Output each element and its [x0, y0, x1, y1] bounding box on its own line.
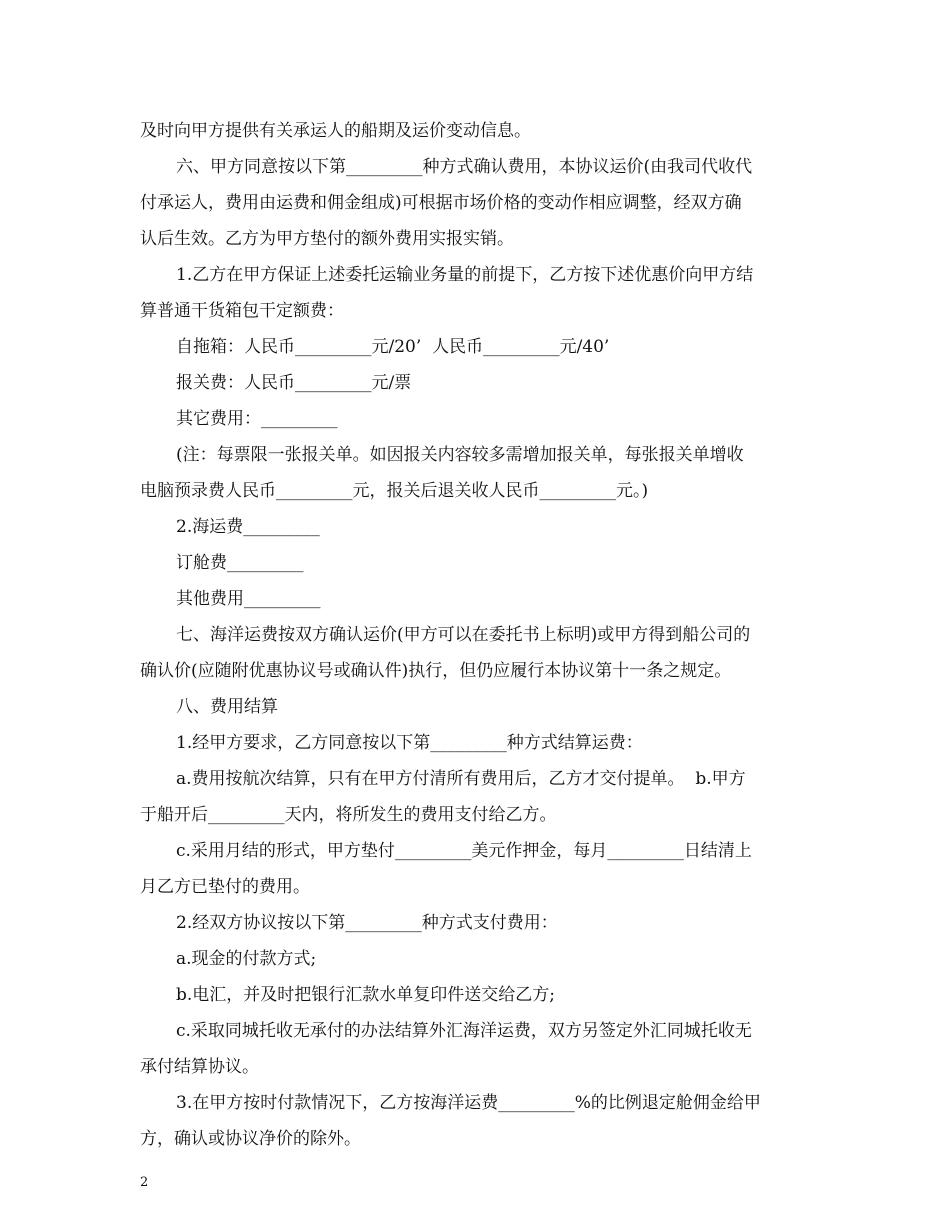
- fee-line: 2.海运费_________: [176, 517, 320, 537]
- clause-seven-line: 七、海洋运费按双方确认运价(甲方可以在委托书上标明)或甲方得到船公司的: [176, 625, 751, 645]
- paragraph-line: 及时向甲方提供有关承运人的船期及运价变动信息。: [140, 121, 531, 141]
- paragraph-line: 确认价(应随附优惠协议号或确认件)执行，但仍应履行本协议第十一条之规定。: [140, 661, 732, 681]
- fee-line: 自拖箱：人民币_________元/20’ 人民币_________元/40’: [176, 337, 610, 357]
- item-line: 1.经甲方要求，乙方同意按以下第_________种方式结算运费：: [176, 733, 643, 753]
- fee-line: 其它费用：_________: [176, 409, 338, 429]
- item-line: 3.在甲方按时付款情况下，乙方按海洋运费_________%的比例退定舱佣金给甲: [176, 1093, 761, 1113]
- option-line: c.采取同城托收无承付的办法结算外汇海洋运费，双方另签定外汇同城托收无: [176, 1021, 752, 1041]
- fee-line: 报关费：人民币_________元/票: [176, 373, 412, 393]
- paragraph-line: 算普通干货箱包干定额费：: [140, 301, 344, 321]
- fee-line: 其他费用_________: [176, 589, 321, 609]
- clause-six-line: 六、甲方同意按以下第_________种方式确认费用，本协议运价(由我司代收代: [176, 157, 753, 177]
- option-line: b.电汇，并及时把银行汇款水单复印件送交给乙方;: [176, 985, 556, 1005]
- paragraph-line: 月乙方已垫付的费用。: [140, 877, 310, 897]
- paragraph-line: 付承运人，费用由运费和佣金组成)可根据市场价格的变动作相应调整，经双方确: [140, 193, 742, 213]
- clause-eight-heading: 八、费用结算: [176, 697, 278, 717]
- option-line: a.现金的付款方式;: [176, 949, 317, 969]
- note-line: (注：每票限一张报关单。如因报关内容较多需增加报关单，每张报关单增收: [176, 445, 744, 465]
- page-number: 2: [140, 1175, 149, 1190]
- paragraph-line: 认后生效。乙方为甲方垫付的额外费用实报实销。: [140, 229, 514, 249]
- fee-line: 订舱费_________: [176, 553, 304, 573]
- paragraph-line: 于船开后_________天内，将所发生的费用支付给乙方。: [140, 805, 557, 825]
- option-line: c.采用月结的形式，甲方垫付_________美元作押金，每月_________日结清上: [176, 841, 752, 861]
- option-line: a.费用按航次结算，只有在甲方付清所有费用后，乙方才交付提单。 b.甲方: [176, 769, 746, 789]
- item-line: 2.经双方协议按以下第_________种方式支付费用：: [176, 913, 558, 933]
- item-line: 1.乙方在甲方保证上述委托运输业务量的前提下，乙方按下述优惠价向甲方结: [176, 265, 754, 285]
- note-line: 电脑预录费人民币_________元，报关后退关收人民币_________元。): [140, 481, 649, 501]
- paragraph-line: 方，确认或协议净价的除外。: [140, 1129, 361, 1149]
- paragraph-line: 承付结算协议。: [140, 1057, 259, 1077]
